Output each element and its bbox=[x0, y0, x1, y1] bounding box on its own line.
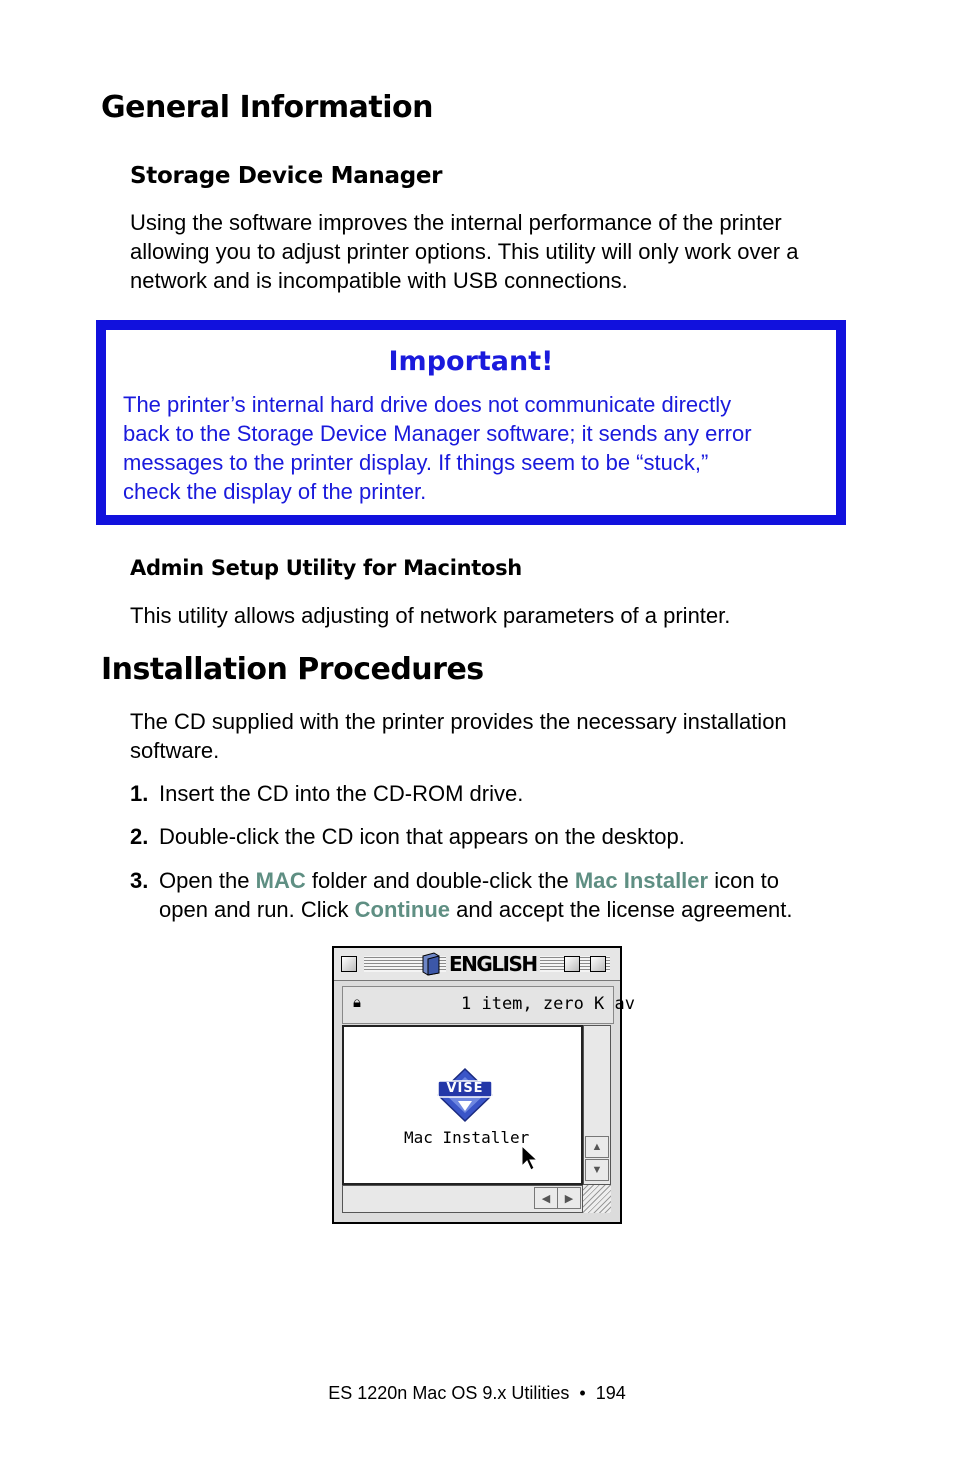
important-title: Important! bbox=[388, 346, 554, 377]
step-2 bbox=[130, 822, 685, 851]
step-text bbox=[159, 866, 792, 924]
close-box-icon[interactable] bbox=[341, 956, 357, 972]
icon-label[interactable]: Mac Installer bbox=[404, 1128, 530, 1147]
step-number: 1. bbox=[130, 781, 149, 806]
scroll-down-arrow-icon[interactable]: ▼ bbox=[585, 1159, 609, 1181]
window-info-bar bbox=[342, 986, 635, 1024]
mac-installer-label: Mac Installer bbox=[574, 868, 709, 893]
mac-finder-window bbox=[332, 946, 635, 1224]
scroll-up-arrow-icon[interactable]: ▲ bbox=[585, 1136, 609, 1158]
mac-folder-label: MAC bbox=[255, 868, 306, 893]
step-text: Double-click the CD icon that appears on the desktop. bbox=[159, 824, 685, 849]
window-content-area bbox=[342, 1025, 583, 1185]
resize-grip-icon[interactable] bbox=[583, 1185, 611, 1213]
window-title-bar[interactable] bbox=[334, 948, 620, 981]
scroll-left-arrow-icon[interactable]: ◀ bbox=[534, 1187, 558, 1209]
horizontal-scrollbar[interactable] bbox=[342, 1185, 583, 1213]
page-number: 194 bbox=[595, 1383, 626, 1403]
page-footer bbox=[0, 1383, 954, 1404]
important-line: The printer’s internal hard drive does not communicate directly bbox=[123, 392, 732, 417]
continue-label: Continue bbox=[354, 897, 450, 922]
collapse-box-icon[interactable] bbox=[590, 956, 606, 972]
lock-icon: 🔒︎ bbox=[353, 993, 361, 1011]
important-text bbox=[123, 390, 843, 506]
important-line: check the display of the printer. bbox=[123, 479, 427, 504]
important-line: messages to the printer display. If things seem to be “stuck,” bbox=[123, 450, 709, 475]
step-text-segment: open and run. Click bbox=[159, 897, 355, 922]
scroll-right-arrow-icon[interactable]: ▶ bbox=[557, 1187, 581, 1209]
storage-device-manager-heading: Storage Device Manager bbox=[130, 163, 443, 189]
cd-disk-icon bbox=[420, 952, 442, 976]
installation-intro-line: The CD supplied with the printer provides the necessary installation bbox=[130, 709, 787, 734]
footer-text: ES 1220n Mac OS 9.x Utilities bbox=[328, 1383, 570, 1403]
step-text-segment: and accept the license agreement. bbox=[450, 897, 793, 922]
storage-device-manager-text: Using the software improves the internal performance of the printer allowing you to adjust printer options. This utility will only work over a network and is incompatible with USB connections. bbox=[130, 210, 799, 293]
step-text-segment: icon to bbox=[708, 868, 780, 893]
window-title: ENGLISH bbox=[446, 952, 540, 976]
step-text: Insert the CD into the CD-ROM drive. bbox=[159, 781, 524, 806]
vise-badge-text: VISE bbox=[446, 1081, 484, 1096]
step-number: 2. bbox=[130, 824, 149, 849]
zoom-box-icon[interactable] bbox=[564, 956, 580, 972]
step-text-segment: folder and double-click the bbox=[305, 868, 575, 893]
important-line: back to the Storage Device Manager software; it sends any error bbox=[123, 421, 752, 446]
step-1 bbox=[130, 779, 523, 808]
step-3 bbox=[130, 866, 870, 924]
step-number: 3. bbox=[130, 868, 149, 893]
step-text-segment: Open the bbox=[159, 868, 256, 893]
important-callout bbox=[96, 320, 846, 525]
vertical-scrollbar[interactable] bbox=[583, 1025, 611, 1185]
installation-intro-line: software. bbox=[130, 738, 220, 763]
admin-setup-utility-text: This utility allows adjusting of network parameters of a printer. bbox=[130, 603, 731, 628]
window-info-text: 1 item, zero K av bbox=[461, 994, 635, 1014]
admin-setup-utility-heading: Admin Setup Utility for Macintosh bbox=[130, 556, 522, 580]
mouse-pointer-icon bbox=[520, 1145, 540, 1173]
section-title-general-information: General Information bbox=[101, 90, 434, 125]
footer-separator: • bbox=[579, 1383, 586, 1403]
vise-installer-icon[interactable] bbox=[434, 1067, 496, 1123]
section-title-installation-procedures: Installation Procedures bbox=[101, 652, 484, 687]
installation-intro bbox=[130, 707, 870, 765]
